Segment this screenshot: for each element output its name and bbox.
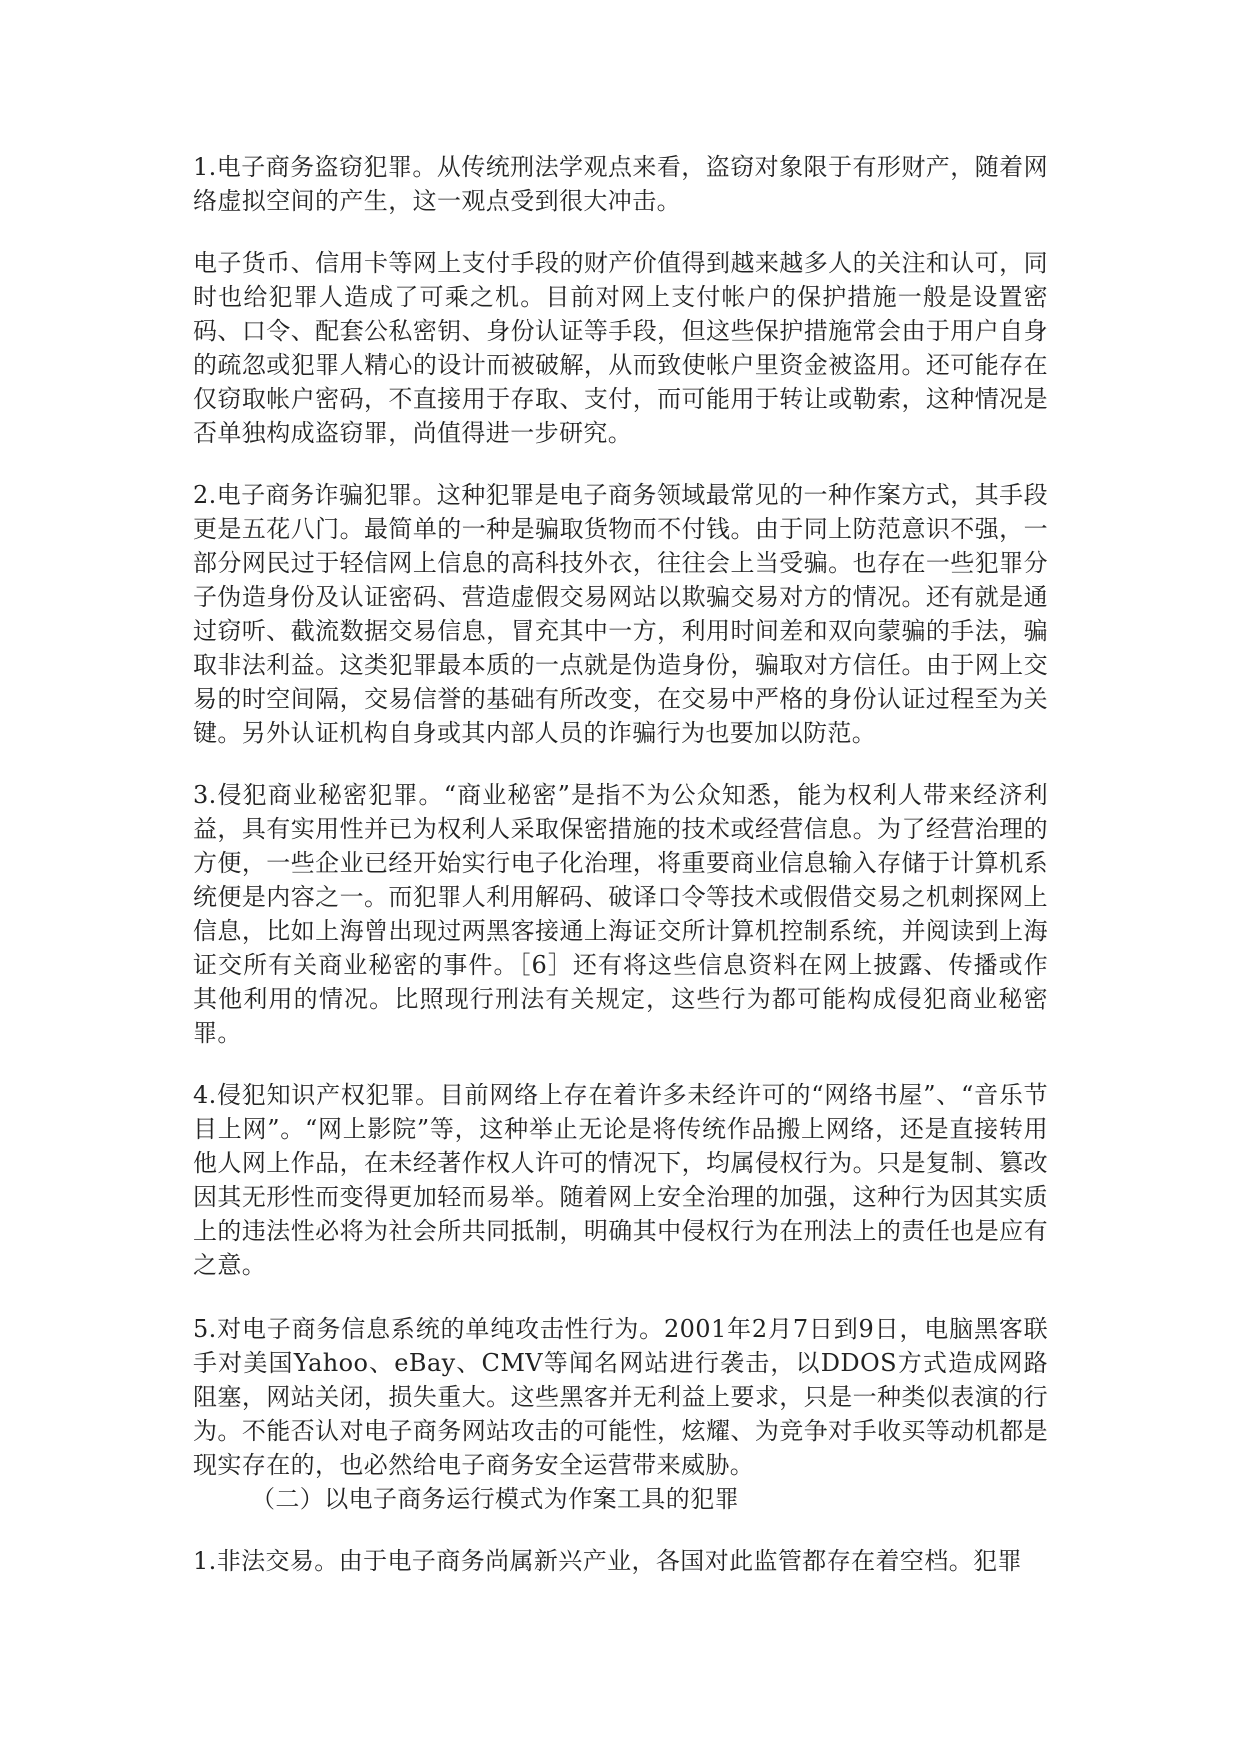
paragraph-trade-secret-crime: 3.侵犯商业秘密犯罪。“商业秘密”是指不为公众知悉，能为权利人带来经济利益，具有实用性并已为权利人采取保密措施的技术或经营信息。为了经营治理的方便，一些企业已经开始实行电子化治理，将重要商业信息输入存储于计算机系统便是内容之一。而犯罪人利用解码、破译口令等技术或假借交易之机刺探网上信息，比如上海曾出现过两黑客接通上海证交所计算机控制系统，并阅读到上海证交所有关商业秘密的事件。［6］还有将这些信息资料在网上披露、传播或作其他利用的情况。比照现行刑法有关规定，这些行为都可能构成侵犯商业秘密罪。 bbox=[193, 781, 1048, 1047]
paragraph-ip-crime: 4.侵犯知识产权犯罪。目前网络上存在着许多未经许可的“网络书屋”、“音乐节目上网”。“网上影院”等，这种举止无论是将传统作品搬上网络，还是直接转用他人网上作品，在未经著作权人许可的情况下，均属侵权行为。只是复制、篡改因其无形性而变得更加轻而易举。随着网上安全治理的加强，这种行为因其实质上的违法性必将为社会所共同抵制，明确其中侵权行为在刑法上的责任也是应有之意。 bbox=[193, 1081, 1048, 1279]
document-body bbox=[193, 150, 1048, 1606]
paragraph-theft-crime: 1.电子商务盗窃犯罪。从传统刑法学观点来看，盗窃对象限于有形财产，随着网络虚拟空间的产生，这一观点受到很大冲击。 bbox=[193, 153, 1048, 215]
paragraph-fraud-crime: 2.电子商务诈骗犯罪。这种犯罪是电子商务领域最常见的一种作案方式，其手段更是五花八门。最简单的一种是骗取货物而不付钱。由于同上防范意识不强，一部分网民过于轻信网上信息的高科技外衣，往往会上当受骗。也存在一些犯罪分子伪造身份及认证密码、营造虚假交易网站以欺骗交易对方的情况。还有就是通过窃听、截流数据交易信息，冒充其中一方，利用时间差和双向蒙骗的手法，骗取非法利益。这类犯罪最本质的一点就是伪造身份，骗取对方信任。由于网上交易的时空间隔，交易信誉的基础有所改变，在交易中严格的身份认证过程至为关键。另外认证机构自身或其内部人员的诈骗行为也要加以防范。 bbox=[193, 481, 1048, 747]
section-subheading: （二）以电子商务运行模式为作案工具的犯罪 bbox=[251, 1485, 739, 1513]
paragraph-attack-behavior: 5.对电子商务信息系统的单纯攻击性行为。2001年2月7日到9日，电脑黑客联手对美国Yahoo、eBay、CMV等闻名网站进行袭击，以DDOS方式造成网路阻塞，网站关闭，损失重大。这些黑客并无利益上要求，只是一种类似表演的行为。不能否认对电子商务网站攻击的可能性，炫耀、为竞争对手收买等动机都是现实存在的，也必然给电子商务安全运营带来威胁。 bbox=[193, 1315, 1048, 1479]
paragraph-illegal-trade: 1.非法交易。由于电子商务尚属新兴产业，各国对此监管都存在着空档。犯罪 bbox=[193, 1547, 1022, 1575]
paragraph-online-payment: 电子货币、信用卡等网上支付手段的财产价值得到越来越多人的关注和认可，同时也给犯罪人造成了可乘之机。目前对网上支付帐户的保护措施一般是设置密码、口令、配套公私密钥、身份认证等手段，但这些保护措施常会由于用户自身的疏忽或犯罪人精心的设计而被破解，从而致使帐户里资金被盗用。还可能存在仅窃取帐户密码，不直接用于存取、支付，而可能用于转让或勒索，这种情况是否单独构成盗窃罪，尚值得进一步研究。 bbox=[193, 249, 1048, 447]
